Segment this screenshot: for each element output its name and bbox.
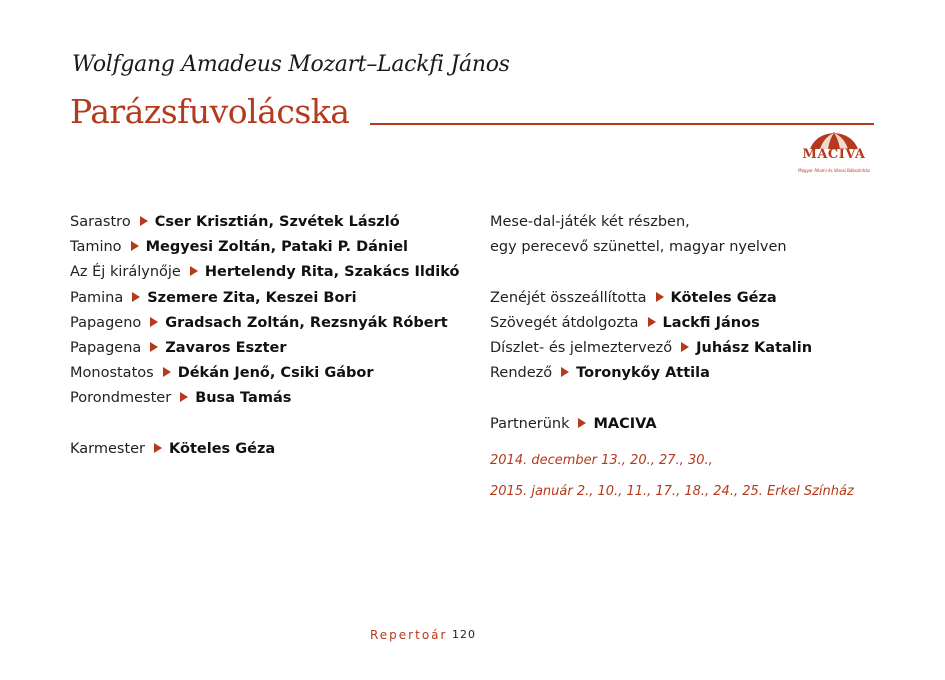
cast-row (70, 336, 470, 361)
credit-name: Juhász Katalin (696, 339, 813, 356)
conductor-row (70, 437, 470, 462)
performer-names: Szemere Zita, Keszei Bori (147, 289, 357, 306)
spacer (490, 386, 910, 411)
maciva-logo (790, 132, 878, 184)
partner-row (490, 412, 910, 437)
credit-row (490, 336, 910, 361)
partner-label: Partnerünk (490, 415, 570, 432)
footer-section-label: Repertoár (370, 628, 448, 642)
role-label: Tamino (70, 239, 122, 256)
performer-names: Busa Tamás (195, 390, 292, 407)
credit-label: Rendező (490, 365, 553, 382)
cast-row (70, 286, 470, 311)
role-label: Papagena (70, 339, 142, 356)
performer-names: Hertelendy Rita, Szakács Ildikó (204, 264, 460, 281)
arrow-icon (132, 292, 140, 302)
arrow-icon (681, 342, 689, 352)
arrow-icon (656, 292, 664, 302)
credit-name: Köteles Géza (670, 289, 777, 306)
credit-name: Lackfi János (662, 314, 760, 331)
arrow-icon (150, 342, 158, 352)
description-line: Mese-dal-játék két részben, (490, 214, 690, 230)
arrow-icon (163, 367, 171, 377)
cast-row (70, 311, 470, 336)
performer-names: Zavaros Eszter (165, 339, 287, 356)
credit-label: Szövegét átdolgozta (490, 314, 639, 331)
cast-row (70, 386, 470, 411)
performance-dates (490, 445, 910, 507)
arrow-icon (131, 241, 139, 251)
logo-wordmark: MACIVA (802, 147, 866, 162)
role-label: Sarastro (70, 214, 131, 230)
credit-row (490, 361, 910, 386)
page-number: 120 (452, 628, 476, 641)
performer-names: Cser Krisztián, Szvétek László (154, 214, 400, 230)
role-label: Monostatos (70, 365, 154, 382)
author-line: Wolfgang Amadeus Mozart–Lackfi János (72, 52, 510, 77)
description-line: egy perecevő szünettel, magyar nyelven (490, 239, 787, 256)
arrow-icon (140, 216, 148, 226)
credit-row (490, 311, 910, 336)
logo-subtitle: Magyar Állami és Városi Bábszínház (798, 168, 870, 173)
page-title: Parázsfuvolácska (70, 92, 350, 131)
credit-row (490, 286, 910, 311)
spacer (70, 412, 470, 437)
date-line: 2014. december 13., 20., 27., 30., (490, 452, 713, 468)
performer-names: Megyesi Zoltán, Pataki P. Dániel (145, 239, 409, 256)
title-rule (370, 123, 874, 125)
role-label: Az Éj királynője (70, 264, 181, 281)
arrow-icon (190, 266, 198, 276)
cast-row (70, 361, 470, 386)
cast-row (70, 210, 470, 235)
role-label: Papageno (70, 314, 142, 331)
cast-row (70, 260, 470, 285)
role-label: Pamina (70, 289, 124, 306)
arrow-icon (578, 418, 586, 428)
production-info (490, 210, 910, 507)
partner-name: MACIVA (593, 415, 657, 432)
arrow-icon (180, 392, 188, 402)
performer-names: Gradsach Zoltán, Rezsnyák Róbert (165, 314, 448, 331)
performer-names: Köteles Géza (169, 440, 276, 457)
cast-list (70, 210, 470, 462)
arrow-icon (150, 317, 158, 327)
date-line: 2015. január 2., 10., 11., 17., 18., 24., 25. Erkel Színház (490, 483, 854, 499)
cast-row (70, 235, 470, 260)
spacer (490, 260, 910, 285)
arrow-icon (154, 443, 162, 453)
credit-label: Zenéjét összeállította (490, 289, 647, 306)
arrow-icon (561, 367, 569, 377)
role-label: Porondmester (70, 390, 172, 407)
credit-label: Díszlet- és jelmeztervező (490, 339, 673, 356)
arrow-icon (648, 317, 656, 327)
performer-names: Dékán Jenő, Csiki Gábor (177, 365, 374, 382)
credit-name: Toronykőy Attila (576, 365, 710, 382)
role-label: Karmester (70, 440, 146, 457)
